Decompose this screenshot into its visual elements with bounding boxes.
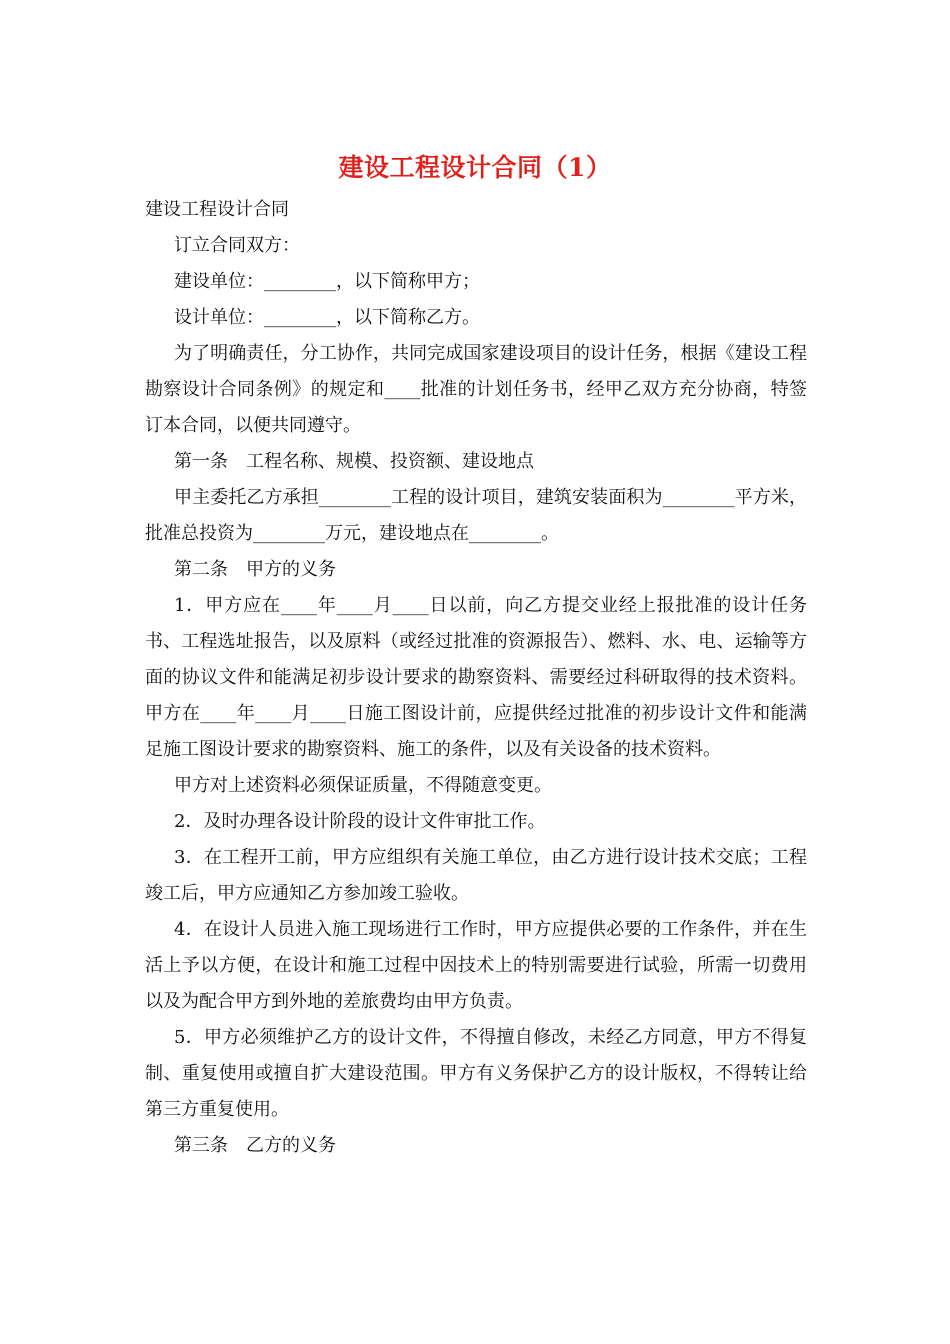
article-2-clause-4: 4．在设计人员进入施工现场进行工作时，甲方应提供必要的工作条件，并在生活上予以方便，在设计和施工过程中因技术上的特别需要进行试验，所需一切费用以及为配合甲方到外地的差旅费均由甲方负责。 [145,919,807,1012]
document-title: 建设工程设计合同（1） [338,153,612,182]
article-2-clause-3: 3．在工程开工前，甲方应组织有关施工单位，由乙方进行设计技术交底；工程竣工后，甲方应通知乙方参加竣工验收。 [145,847,807,904]
article-2-clause-2: 2．及时办理各设计阶段的设计文件审批工作。 [174,811,546,832]
contract-heading: 建设工程设计合同 [145,199,289,220]
article-2-heading: 第二条 甲方的义务 [174,559,336,580]
party-a-line: 建设单位：________，以下简称甲方； [174,271,480,292]
article-2-quality-note: 甲方对上述资料必须保证质量，不得随意变更。 [174,775,552,796]
article-1-heading: 第一条 工程名称、规模、投资额、建设地点 [174,451,534,472]
party-b-line: 设计单位：________，以下简称乙方。 [174,307,480,328]
article-1-paragraph: 甲主委托乙方承担________工程的设计项目，建筑安装面积为________平方米，批准总投资为________万元，建设地点在________。 [145,487,807,544]
document-body [145,192,807,1164]
article-2-clause-5: 5．甲方必须维护乙方的设计文件，不得擅自修改，未经乙方同意，甲方不得复制、重复使用或擅自扩大建设范围。甲方有义务保护乙方的设计版权，不得转让给第三方重复使用。 [145,1027,807,1120]
parties-intro: 订立合同双方： [174,235,300,256]
preamble-paragraph: 为了明确责任，分工协作，共同完成国家建设项目的设计任务，根据《建设工程勘察设计合同条例》的规定和____批准的计划任务书，经甲乙双方充分协商，特签订本合同，以便共同遵守。 [145,343,807,436]
article-2-clause-1: 1．甲方应在____年____月____日以前，向乙方提交业经上报批准的设计任务书、工程选址报告，以及原料（或经过批准的资源报告）、燃料、水、电、运输等方面的协议文件和能满足初步设计要求的勘察资料、需要经过科研取得的技术资料。甲方在____年____月____日施工图设计前，应提供经过批准的初步设计文件和能满足施工图设计要求的勘察资料、施工的条件，以及有关设备的技术资料。 [145,595,807,760]
article-3-heading: 第三条 乙方的义务 [174,1135,336,1156]
